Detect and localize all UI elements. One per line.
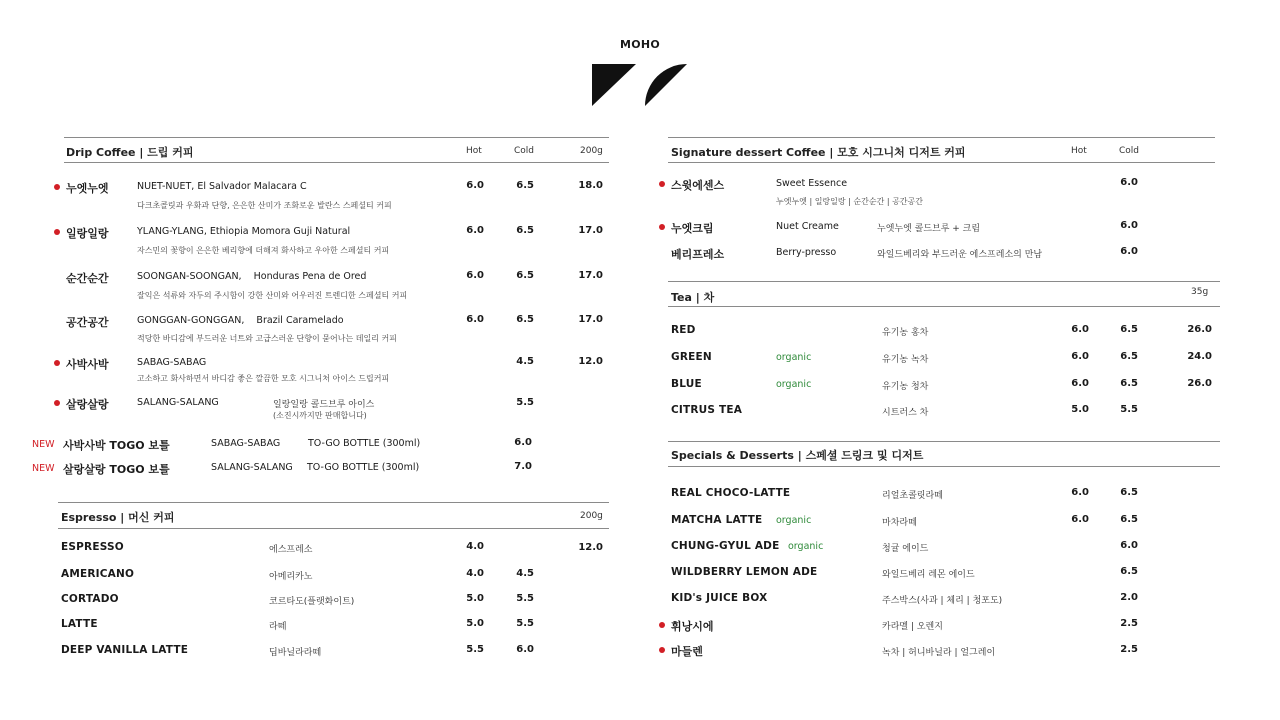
item-korean-name: 누엣크림 bbox=[671, 222, 714, 235]
item-name: MATCHA LATTE bbox=[671, 514, 763, 526]
price-bean: 26.0 bbox=[1187, 324, 1212, 335]
price-hot: 6.0 bbox=[466, 270, 484, 281]
item-korean-name: 스윗에센스 bbox=[671, 179, 725, 192]
item-korean-name: 살랑살랑 TOGO 보틀 bbox=[63, 463, 170, 476]
item-korean-name: 순간순간 bbox=[66, 272, 109, 285]
price-bean: 17.0 bbox=[578, 225, 603, 236]
item-korean-desc: 유기농 홍차 bbox=[882, 328, 929, 338]
item-description: 자스민의 꽃향이 은은한 베리향에 더해져 화사하고 우아한 스페셜티 커피 bbox=[137, 246, 390, 255]
price-hot: 6.0 bbox=[1071, 324, 1089, 335]
item-name: RED bbox=[671, 324, 696, 336]
price-hot: 6.0 bbox=[1071, 351, 1089, 362]
item-korean-desc: 청귤 에이드 bbox=[882, 544, 929, 554]
price-hot: 6.0 bbox=[1071, 487, 1089, 498]
price-bean: 24.0 bbox=[1187, 351, 1212, 362]
item-korean-desc: 아메리카노 bbox=[269, 572, 313, 582]
item-english-name: NUET-NUET, El Salvador Malacara C bbox=[137, 181, 307, 192]
item-name: ESPRESSO bbox=[61, 541, 124, 553]
price-cold: 6.5 bbox=[1120, 351, 1138, 362]
item-description: TO-GO BOTTLE (300ml) bbox=[307, 462, 420, 473]
price-cold: 6.0 bbox=[1120, 540, 1138, 551]
item-description: 누엣누엣 | 일랑일랑 | 순간순간 | 공간공간 bbox=[776, 197, 923, 206]
item-korean-name: 일랑일랑 bbox=[66, 227, 109, 240]
item-note: (소진시까지만 판매합니다) bbox=[273, 411, 367, 420]
item-description: 잘익은 석류와 자두의 주시함이 강한 산미와 어우러진 트렌디한 스페셜티 커피 bbox=[137, 291, 408, 300]
organic-tag: organic bbox=[776, 379, 812, 390]
item-name: CORTADO bbox=[61, 593, 119, 605]
item-english-name: Nuet Creame bbox=[776, 221, 839, 232]
item-name: 휘낭시에 bbox=[671, 620, 714, 633]
item-english-name: SALANG-SALANG bbox=[211, 462, 293, 473]
price-cold: 6.0 bbox=[1120, 220, 1138, 231]
price-cold: 6.0 bbox=[514, 437, 532, 448]
item-english-name: YLANG-YLANG, Ethiopia Momora Guji Natural bbox=[137, 226, 351, 237]
item-name: CHUNG-GYUL ADE bbox=[671, 540, 780, 552]
price-bean: 12.0 bbox=[578, 542, 603, 553]
price-cold: 6.5 bbox=[1120, 566, 1138, 577]
price-cold: 6.5 bbox=[1120, 378, 1138, 389]
item-korean-desc: 주스박스(사과 | 체리 | 청포도) bbox=[882, 596, 1003, 606]
signature-section-title: Signature dessert Coffee | 모호 시그니처 디저트 커피 bbox=[671, 146, 966, 159]
item-korean-desc: 와일드베리 레몬 에이드 bbox=[882, 570, 975, 580]
item-english-name: Sweet Essence bbox=[776, 178, 848, 189]
price-hot: 6.0 bbox=[1071, 514, 1089, 525]
item-description: 누엣누엣 콜드브루 + 크림 bbox=[877, 224, 981, 234]
price-cold: 2.5 bbox=[1120, 618, 1138, 629]
price-hot: 5.0 bbox=[1071, 404, 1089, 415]
item-korean-desc: 마차라떼 bbox=[882, 518, 917, 528]
price-cold: 7.0 bbox=[514, 461, 532, 472]
tea-section-title: Tea | 차 bbox=[671, 291, 715, 304]
specials-section-title: Specials & Desserts | 스페셜 드링크 및 디저트 bbox=[671, 449, 924, 462]
item-korean-name: 공간공간 bbox=[66, 316, 109, 329]
price-hot: 4.0 bbox=[466, 541, 484, 552]
price-cold: 6.0 bbox=[516, 644, 534, 655]
moho-logo-icon bbox=[590, 62, 690, 108]
item-korean-desc: 에스프레소 bbox=[269, 545, 313, 555]
item-name: KID's JUICE BOX bbox=[671, 592, 768, 604]
item-korean-desc: 녹차 | 허니바닐라 | 얼그레이 bbox=[882, 648, 996, 658]
item-description: 적당한 바디감에 부드러운 너트와 고급스러운 단향이 묻어나는 데일리 커피 bbox=[137, 334, 397, 343]
price-cold: 6.5 bbox=[516, 180, 534, 191]
drip-col-size: 200g bbox=[580, 146, 603, 156]
item-korean-name: 사박사박 bbox=[66, 358, 109, 371]
new-badge: NEW bbox=[32, 463, 55, 474]
item-korean-name: 사박사박 TOGO 보틀 bbox=[63, 439, 170, 452]
price-cold: 2.5 bbox=[1120, 644, 1138, 655]
signature-dot-icon bbox=[54, 400, 60, 406]
brand-name: MOHO bbox=[619, 38, 661, 51]
price-cold: 6.0 bbox=[1120, 246, 1138, 257]
price-cold: 6.5 bbox=[516, 225, 534, 236]
signature-dot-icon bbox=[54, 184, 60, 190]
item-english-name: Berry-presso bbox=[776, 247, 837, 258]
item-name: LATTE bbox=[61, 618, 98, 630]
item-name: WILDBERRY LEMON ADE bbox=[671, 566, 818, 578]
price-hot: 5.0 bbox=[466, 618, 484, 629]
item-description: 일랑일랑 콜드브루 아이스 bbox=[273, 400, 375, 410]
item-korean-desc: 시트러스 차 bbox=[882, 408, 929, 418]
price-bean: 17.0 bbox=[578, 314, 603, 325]
item-korean-desc: 라떼 bbox=[269, 622, 287, 632]
item-name: GREEN bbox=[671, 351, 712, 363]
item-name: AMERICANO bbox=[61, 568, 135, 580]
price-hot: 6.0 bbox=[466, 180, 484, 191]
price-cold: 5.5 bbox=[516, 593, 534, 604]
item-korean-name: 누엣누엣 bbox=[66, 182, 109, 195]
signature-col-cold: Cold bbox=[1119, 146, 1140, 156]
espresso-col-size: 200g bbox=[580, 511, 603, 521]
price-hot: 4.0 bbox=[466, 568, 484, 579]
drip-col-hot: Hot bbox=[466, 146, 482, 156]
price-hot: 5.0 bbox=[466, 593, 484, 604]
signature-dot-icon bbox=[659, 647, 665, 653]
item-korean-desc: 코르타도(플랫화이트) bbox=[269, 597, 355, 607]
price-hot: 5.5 bbox=[466, 644, 484, 655]
item-description: TO-GO BOTTLE (300ml) bbox=[308, 438, 421, 449]
drip-section-title: Drip Coffee | 드립 커피 bbox=[66, 146, 194, 159]
price-cold: 6.0 bbox=[1120, 177, 1138, 188]
price-bean: 18.0 bbox=[578, 180, 603, 191]
item-english-name: SOONGAN-SOONGAN, Honduras Pena de Ored bbox=[137, 271, 367, 282]
drip-col-cold: Cold bbox=[514, 146, 535, 156]
item-korean-name: 살랑살랑 bbox=[66, 398, 109, 411]
item-english-name: GONGGAN-GONGGAN, Brazil Caramelado bbox=[137, 315, 344, 326]
item-name: REAL CHOCO-LATTE bbox=[671, 487, 791, 499]
espresso-section-title: Espresso | 머신 커피 bbox=[61, 511, 175, 524]
price-cold: 5.5 bbox=[1120, 404, 1138, 415]
item-korean-desc: 유기농 녹차 bbox=[882, 355, 929, 365]
signature-dot-icon bbox=[54, 360, 60, 366]
item-korean-name: 베리프레소 bbox=[671, 248, 725, 261]
price-hot: 6.0 bbox=[466, 314, 484, 325]
item-name: DEEP VANILLA LATTE bbox=[61, 644, 189, 656]
price-hot: 6.0 bbox=[1071, 378, 1089, 389]
item-name: BLUE bbox=[671, 378, 702, 390]
price-cold: 4.5 bbox=[516, 568, 534, 579]
price-bean: 26.0 bbox=[1187, 378, 1212, 389]
organic-tag: organic bbox=[788, 541, 824, 552]
price-cold: 6.5 bbox=[516, 270, 534, 281]
price-hot: 6.0 bbox=[466, 225, 484, 236]
item-description: 고소하고 화사하면서 바디감 좋은 깔끔한 모호 시그니처 아이스 드립커피 bbox=[137, 374, 390, 383]
item-korean-desc: 카라멜 | 오렌지 bbox=[882, 622, 943, 632]
new-badge: NEW bbox=[32, 439, 55, 450]
signature-col-hot: Hot bbox=[1071, 146, 1087, 156]
price-cold: 6.5 bbox=[1120, 514, 1138, 525]
price-cold: 5.5 bbox=[516, 618, 534, 629]
price-cold: 6.5 bbox=[1120, 487, 1138, 498]
price-cold: 4.5 bbox=[516, 356, 534, 367]
price-cold: 6.5 bbox=[1120, 324, 1138, 335]
item-korean-desc: 딥바닐라라떼 bbox=[269, 648, 322, 658]
signature-dot-icon bbox=[659, 181, 665, 187]
signature-dot-icon bbox=[659, 622, 665, 628]
price-bean: 12.0 bbox=[578, 356, 603, 367]
item-name: CITRUS TEA bbox=[671, 404, 743, 416]
item-korean-desc: 유기농 청차 bbox=[882, 382, 929, 392]
item-english-name: SABAG-SABAG bbox=[137, 357, 207, 368]
signature-dot-icon bbox=[659, 224, 665, 230]
item-name: 마들렌 bbox=[671, 645, 703, 658]
tea-col-size: 35g bbox=[1191, 287, 1209, 297]
price-cold: 5.5 bbox=[516, 397, 534, 408]
item-description: 다크초콜릿과 우화과 단향, 은은한 산미가 조화로운 발란스 스페셜티 커피 bbox=[137, 201, 392, 210]
item-english-name: SABAG-SABAG bbox=[211, 438, 281, 449]
price-cold: 2.0 bbox=[1120, 592, 1138, 603]
price-cold: 6.5 bbox=[516, 314, 534, 325]
signature-dot-icon bbox=[54, 229, 60, 235]
item-english-name: SALANG-SALANG bbox=[137, 397, 219, 408]
price-bean: 17.0 bbox=[578, 270, 603, 281]
item-description: 와일드베리와 부드러운 에스프레소의 만남 bbox=[877, 250, 1043, 260]
organic-tag: organic bbox=[776, 352, 812, 363]
item-korean-desc: 리얼초콜릿라떼 bbox=[882, 491, 943, 501]
organic-tag: organic bbox=[776, 515, 812, 526]
